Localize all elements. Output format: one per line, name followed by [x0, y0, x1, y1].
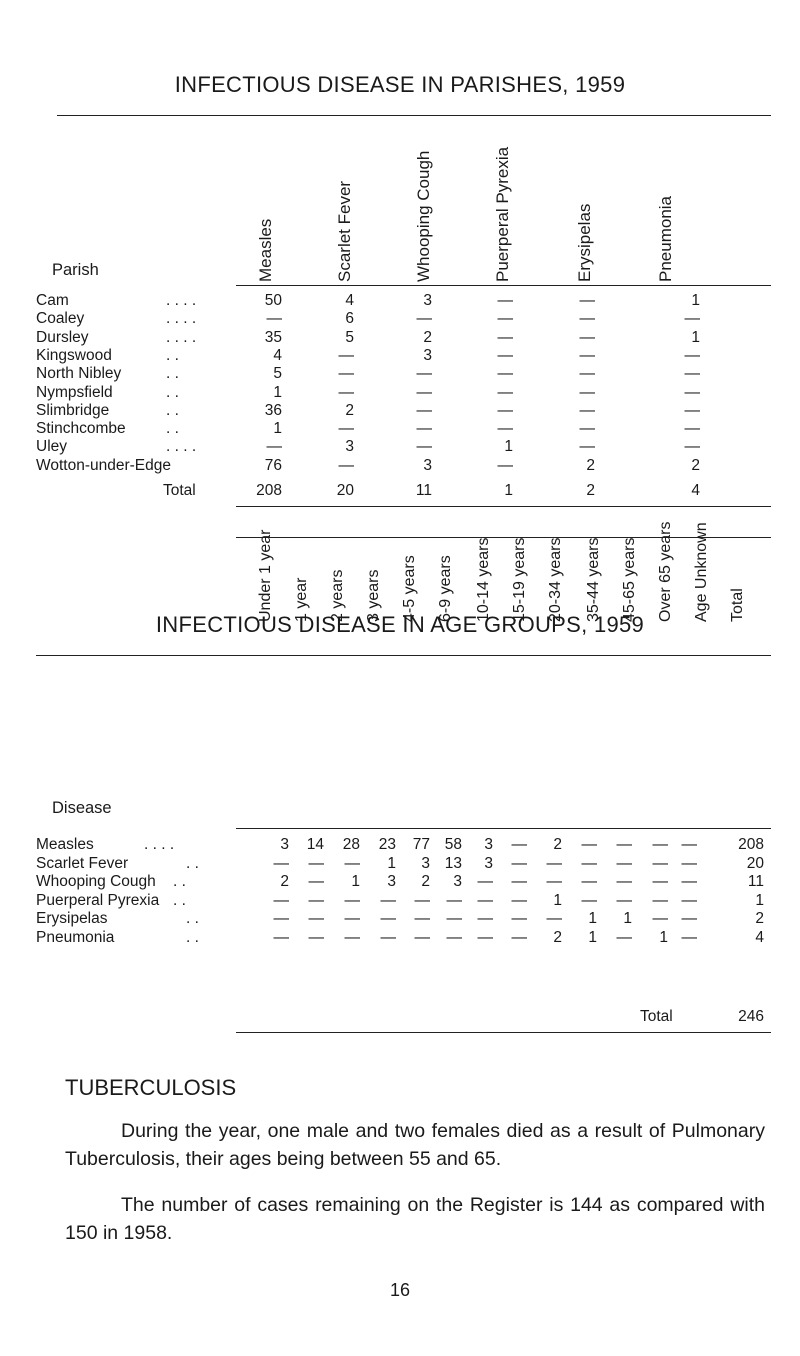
age-col-header-7 — [510, 462, 530, 622]
table-cell: — — [446, 891, 462, 909]
table-cell: — — [616, 928, 632, 946]
age-col-header-label: Over 65 years — [657, 521, 674, 622]
table-row — [36, 855, 776, 873]
table-cell: — — [266, 438, 282, 456]
table-row — [36, 365, 776, 383]
table-cell: — — [681, 854, 697, 872]
age-col-header-label: 2 years — [329, 569, 346, 622]
table-cell: — — [477, 910, 493, 927]
table-cell: — — [681, 873, 697, 890]
parish-name: Coaley — [36, 310, 85, 328]
tuberculosis-paragraph-1: During the year, one male and two females died as a result of Pulmonary Tuberculosis, their ages being between 55 and 65. — [65, 1120, 765, 1170]
table-row — [36, 329, 776, 347]
table-cell: — — [477, 928, 493, 946]
table-cell: 2 — [345, 401, 354, 419]
parish-col-header-4 — [573, 112, 595, 282]
table-cell: — — [273, 928, 289, 946]
disease-name: Measles — [36, 836, 94, 853]
age-col-header-label: Age Unknown — [693, 522, 710, 622]
table-cell: — — [579, 292, 595, 309]
table-cell: — — [579, 328, 595, 346]
table-cell: 4 — [273, 346, 282, 364]
age-col-header-13 — [728, 462, 748, 622]
table-cell: — — [338, 383, 354, 401]
table-cell: — — [497, 292, 513, 309]
table-cell: — — [684, 310, 700, 328]
total-cell: 20 — [336, 482, 354, 499]
table-cell: — — [273, 854, 289, 872]
table-cell: — — [497, 310, 513, 328]
table-cell: — — [581, 854, 597, 872]
table-cell: — — [380, 910, 396, 927]
age-col-header-8 — [546, 462, 566, 622]
table-cell: 3 — [423, 292, 432, 309]
table-cell: — — [546, 873, 562, 890]
table-cell: — — [546, 910, 562, 927]
table-cell: — — [338, 456, 354, 474]
total-cell: 208 — [256, 482, 282, 499]
table-row — [36, 929, 776, 947]
age-col-header-label: 35-44 years — [585, 537, 602, 622]
table-cell: 3 — [280, 836, 289, 853]
table-cell: — — [380, 928, 396, 946]
table-cell: — — [497, 365, 513, 383]
table-cell: — — [684, 346, 700, 364]
table-cell: — — [616, 891, 632, 909]
table-cell: 1 — [553, 891, 562, 909]
leader-dots: . . — [186, 854, 199, 872]
parish-col-header-5 — [654, 112, 676, 282]
table-cell: — — [652, 873, 668, 890]
table-cell: — — [581, 873, 597, 890]
table-cell: 13 — [444, 854, 462, 872]
age-header-rule — [236, 828, 771, 829]
table-cell: — — [652, 891, 668, 909]
table-cell: 76 — [264, 456, 282, 474]
table-cell: 1 — [659, 928, 668, 946]
age-col-header-2 — [328, 462, 348, 622]
total-cell: 2 — [586, 482, 595, 499]
total-label: Total — [163, 482, 196, 499]
table-cell: — — [579, 401, 595, 419]
table-row — [36, 892, 776, 910]
table-cell: — — [338, 346, 354, 364]
table-cell: 4 — [755, 928, 764, 946]
table-cell: 5 — [345, 328, 354, 346]
table-cell: 6 — [345, 310, 354, 328]
table-cell: — — [616, 873, 632, 890]
table-cell: — — [477, 891, 493, 909]
parish-name: Stinchcombe — [36, 420, 126, 438]
age-col-header-label: 4-5 years — [401, 555, 418, 622]
table-cell: — — [344, 928, 360, 946]
table-cell: — — [681, 928, 697, 946]
parish-col-header-label: Whooping Cough — [414, 150, 433, 282]
table-cell: 3 — [387, 873, 396, 890]
table-cell: 1 — [273, 420, 282, 438]
table-cell: — — [338, 420, 354, 438]
table-cell: — — [681, 836, 697, 853]
parish-name: Wotton-under-Edge — [36, 456, 171, 474]
table-cell: — — [308, 854, 324, 872]
table-cell: — — [416, 401, 432, 419]
table-cell: — — [684, 438, 700, 456]
table-cell: 3 — [423, 456, 432, 474]
table-cell: 2 — [586, 456, 595, 474]
table-cell: 3 — [453, 873, 462, 890]
age-col-header-9 — [584, 462, 604, 622]
age-total-rule — [236, 1032, 771, 1033]
table-cell: — — [344, 891, 360, 909]
table-cell: 1 — [691, 292, 700, 309]
table-cell: 23 — [378, 836, 396, 853]
table-cell: — — [511, 873, 527, 890]
table-cell: 58 — [444, 836, 462, 853]
table-cell: — — [511, 836, 527, 853]
table-cell: — — [338, 365, 354, 383]
parishes-table-title: INFECTIOUS DISEASE IN PARISHES, 1959 — [174, 72, 626, 97]
table-cell: 2 — [423, 328, 432, 346]
age-col-header-label: 15-19 years — [511, 537, 528, 622]
parish-column-header: Parish — [52, 261, 99, 279]
table-cell: 2 — [553, 836, 562, 853]
table-cell: — — [416, 383, 432, 401]
table-cell: — — [414, 928, 430, 946]
leader-dots: . . — [166, 420, 179, 438]
table-cell: — — [477, 873, 493, 890]
table-cell: 3 — [484, 854, 493, 872]
table-cell: — — [579, 346, 595, 364]
table-cell: — — [681, 910, 697, 927]
table-cell: — — [344, 910, 360, 927]
parish-col-header-label: Pneumonia — [656, 195, 675, 282]
table-row — [36, 910, 776, 928]
table-cell: 1 — [755, 891, 764, 909]
table-cell: — — [652, 910, 668, 927]
table-row — [36, 310, 776, 328]
table-cell: — — [446, 928, 462, 946]
header-rule — [236, 285, 771, 286]
table-cell: — — [416, 310, 432, 328]
parish-col-header-3 — [491, 112, 513, 282]
age-total-value: 246 — [738, 1008, 764, 1025]
age-col-header-label: 3 years — [365, 569, 382, 622]
disease-name: Erysipelas — [36, 910, 108, 927]
table-cell: 3 — [423, 346, 432, 364]
table-cell: — — [308, 928, 324, 946]
table-cell: 208 — [738, 836, 764, 853]
age-col-header-3 — [364, 462, 384, 622]
table-row — [36, 384, 776, 402]
table-cell: 4 — [345, 292, 354, 309]
table-cell: 50 — [264, 292, 282, 309]
leader-dots: . . — [166, 383, 179, 401]
table-cell: — — [308, 873, 324, 890]
disease-name: Pneumonia — [36, 928, 115, 946]
leader-dots: . . . . — [166, 310, 197, 328]
table-cell: — — [579, 310, 595, 328]
table-cell: — — [344, 854, 360, 872]
total-cell: 4 — [691, 482, 700, 499]
parish-col-header-1 — [333, 112, 355, 282]
disease-column-header: Disease — [52, 799, 112, 817]
table-cell: — — [380, 891, 396, 909]
table-cell: 3 — [421, 854, 430, 872]
table-cell: — — [497, 401, 513, 419]
parish-name: Cam — [36, 292, 69, 309]
disease-name: Whooping Cough — [36, 873, 156, 890]
table-cell: — — [414, 910, 430, 927]
table-cell: — — [684, 420, 700, 438]
table-cell: 2 — [691, 456, 700, 474]
table-cell: 36 — [264, 401, 282, 419]
parish-name: Slimbridge — [36, 401, 110, 419]
table-cell: — — [414, 891, 430, 909]
total-rule-top — [236, 506, 771, 507]
table-cell: — — [416, 438, 432, 456]
table-cell: 77 — [412, 836, 430, 853]
age-col-header-label: 10-14 years — [475, 537, 492, 622]
parish-name: Dursley — [36, 328, 89, 346]
table-cell: — — [308, 891, 324, 909]
table-row — [36, 836, 776, 854]
table-row — [36, 873, 776, 891]
age-col-header-label: Total — [729, 588, 746, 622]
age-table-title: INFECTIOUS DISEASE IN AGE GROUPS, 1959 — [155, 612, 645, 637]
table-cell: — — [511, 910, 527, 927]
parish-col-header-label: Scarlet Fever — [335, 180, 354, 282]
table-cell: — — [579, 383, 595, 401]
total-rule-bottom — [236, 537, 771, 538]
table-cell: — — [308, 910, 324, 927]
table-cell: — — [511, 928, 527, 946]
table-cell: 2 — [553, 928, 562, 946]
table-cell: 3 — [484, 836, 493, 853]
table-cell: — — [684, 401, 700, 419]
table-cell: 35 — [264, 328, 282, 346]
table-cell: — — [581, 836, 597, 853]
parish-name: North Nibley — [36, 365, 122, 383]
table-cell: — — [546, 854, 562, 872]
leader-dots: . . — [186, 910, 199, 927]
table-cell: — — [579, 420, 595, 438]
table-cell: — — [273, 910, 289, 927]
leader-dots: . . — [173, 891, 186, 909]
leader-dots: . . — [166, 346, 179, 364]
table-cell: — — [416, 365, 432, 383]
table-cell: 20 — [746, 854, 764, 872]
table-cell: 2 — [280, 873, 289, 890]
leader-dots: . . — [166, 401, 179, 419]
leader-dots: . . . . — [166, 292, 197, 309]
disease-name: Puerperal Pyrexia — [36, 891, 160, 909]
age-col-header-label: 1 year — [293, 577, 310, 622]
table-cell: 1 — [691, 328, 700, 346]
table-cell: — — [273, 891, 289, 909]
leader-dots: . . . . — [166, 328, 197, 346]
table-cell: 1 — [623, 910, 632, 927]
parish-name: Kingswood — [36, 346, 112, 364]
age-col-header-10 — [620, 462, 640, 622]
age-col-header-4 — [400, 462, 420, 622]
age-col-header-12 — [692, 462, 712, 622]
total-cell: 1 — [504, 482, 513, 499]
table-cell: — — [446, 910, 462, 927]
table-cell: — — [681, 891, 697, 909]
age-col-header-0 — [256, 462, 276, 622]
table-cell: — — [497, 328, 513, 346]
parish-name: Uley — [36, 438, 68, 456]
leader-dots: . . . . — [166, 438, 197, 456]
table-cell: 1 — [387, 854, 396, 872]
parish-col-header-label: Erysipelas — [575, 203, 594, 282]
total-cell: 11 — [415, 482, 432, 499]
age-col-header-label: Under 1 year — [257, 529, 274, 622]
table-cell: 5 — [273, 365, 282, 383]
table-cell: — — [616, 854, 632, 872]
table-cell: 2 — [755, 910, 764, 927]
table-cell: 2 — [421, 873, 430, 890]
age-total-label: Total — [640, 1008, 673, 1025]
age-col-header-label: 20-34 years — [547, 537, 564, 622]
parish-col-header-label: Measles — [256, 218, 275, 282]
table-cell: 11 — [747, 873, 764, 890]
table-cell: — — [497, 456, 513, 474]
table-cell: — — [652, 854, 668, 872]
table-row — [36, 347, 776, 365]
table-cell: — — [266, 310, 282, 328]
age-col-header-label: 6-9 years — [437, 555, 454, 622]
table-cell: — — [511, 854, 527, 872]
table-cell: 1 — [588, 910, 597, 927]
table-cell: — — [497, 346, 513, 364]
age-col-header-5 — [436, 462, 456, 622]
parish-col-header-label: Puerperal Pyrexia — [493, 146, 512, 282]
table-row — [36, 402, 776, 420]
page-number: 16 — [389, 1280, 411, 1300]
table-cell: — — [684, 365, 700, 383]
age-col-header-1 — [292, 462, 312, 622]
tuberculosis-heading: TUBERCULOSIS — [65, 1075, 237, 1100]
disease-name: Scarlet Fever — [36, 854, 129, 872]
age-col-header-11 — [656, 462, 676, 622]
parish-col-header-0 — [254, 112, 276, 282]
parish-col-header-2 — [412, 112, 434, 282]
table-cell: 1 — [273, 383, 282, 401]
leader-dots: . . — [166, 365, 179, 383]
parish-name: Nympsfield — [36, 383, 113, 401]
leader-dots: . . . . — [144, 836, 175, 853]
table-cell: — — [581, 891, 597, 909]
age-table-top-rule — [36, 655, 771, 656]
table-row — [36, 438, 776, 456]
table-cell: 1 — [351, 873, 360, 890]
leader-dots: . . — [186, 928, 199, 946]
table-row — [36, 420, 776, 438]
age-col-header-label: 45-65 years — [621, 537, 638, 622]
table-cell: 3 — [345, 438, 354, 456]
table-cell: — — [652, 836, 668, 853]
table-cell: 1 — [588, 928, 597, 946]
table-cell: — — [511, 891, 527, 909]
table-cell: — — [616, 836, 632, 853]
table-cell: 1 — [504, 438, 513, 456]
table-cell: — — [579, 438, 595, 456]
table-cell: — — [497, 420, 513, 438]
tuberculosis-paragraph-2: The number of cases remaining on the Register is 144 as compared with 150 in 1958. — [65, 1194, 765, 1244]
table-cell: 28 — [342, 836, 360, 853]
table-cell: — — [684, 383, 700, 401]
table-cell: — — [579, 365, 595, 383]
table-cell: — — [416, 420, 432, 438]
table-cell: 14 — [306, 836, 324, 853]
table-row — [36, 292, 776, 310]
age-col-header-6 — [474, 462, 494, 622]
leader-dots: . . — [173, 873, 186, 890]
table-cell: — — [497, 383, 513, 401]
